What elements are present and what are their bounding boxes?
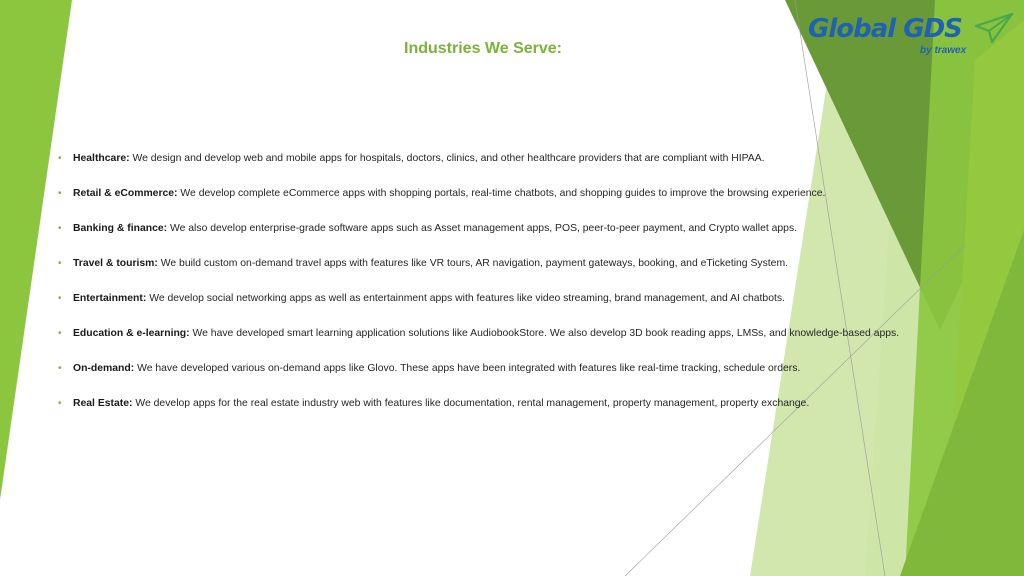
item-label: Banking & finance:	[73, 223, 168, 234]
item-label: Travel & tourism:	[73, 258, 158, 269]
item-text: We build custom on-demand travel apps with features like VR tours, AR navigation, payment gateways, booking, and eTicketing System.	[157, 258, 788, 269]
item-text: We design and develop web and mobile apps for hospitals, doctors, clinics, and other healthcare providers that are compliant with HIPAA.	[129, 153, 765, 164]
item-label: Entertainment:	[73, 293, 147, 304]
bullet-icon: •	[58, 188, 62, 199]
item-text: We develop complete eCommerce apps with shopping portals, real-time chatbots, and shopping guides to improve the browsing experience.	[177, 188, 826, 199]
item-label: Real Estate:	[73, 398, 133, 409]
logo-wordmark: Global GDS	[808, 14, 962, 44]
list-item	[58, 325, 968, 343]
list-item	[58, 395, 968, 413]
list-item	[58, 290, 968, 308]
item-text: We develop social networking apps as well as entertainment apps with features like video streaming, brand management, and AI chatbots.	[146, 293, 785, 304]
list-item	[58, 150, 968, 168]
industries-list	[58, 150, 968, 430]
item-text: We also develop enterprise-grade software apps such as Asset management apps, POS, peer-to-peer payment, and Crypto wallet apps.	[167, 223, 798, 234]
list-item	[58, 360, 968, 378]
paper-plane-icon	[974, 12, 1014, 44]
bullet-icon: •	[58, 293, 62, 304]
item-text: We have developed smart learning application solutions like AudiobookStore. We also develop 3D book reading apps, LMSs, and knowledge-based apps.	[189, 328, 900, 339]
list-item	[58, 220, 968, 238]
item-label: Education & e-learning:	[73, 328, 190, 339]
bullet-icon: •	[58, 223, 62, 234]
bullet-icon: •	[58, 398, 62, 409]
item-text: We have developed various on-demand apps like Glovo. These apps have been integrated with features like real-time tracking, schedule orders.	[134, 363, 801, 374]
item-text: We develop apps for the real estate industry web with features like documentation, rental management, property management, property exchange.	[132, 398, 810, 409]
list-item	[58, 185, 968, 203]
list-item	[58, 255, 968, 273]
bullet-icon: •	[58, 363, 62, 374]
slide-title: Industries We Serve:	[404, 40, 562, 57]
bullet-icon: •	[58, 153, 62, 164]
item-label: On-demand:	[73, 363, 135, 374]
bullet-icon: •	[58, 328, 62, 339]
bullet-icon: •	[58, 258, 62, 269]
item-label: Healthcare:	[73, 153, 130, 164]
logo-tagline: by trawex	[920, 45, 967, 56]
item-label: Retail & eCommerce:	[73, 188, 178, 199]
